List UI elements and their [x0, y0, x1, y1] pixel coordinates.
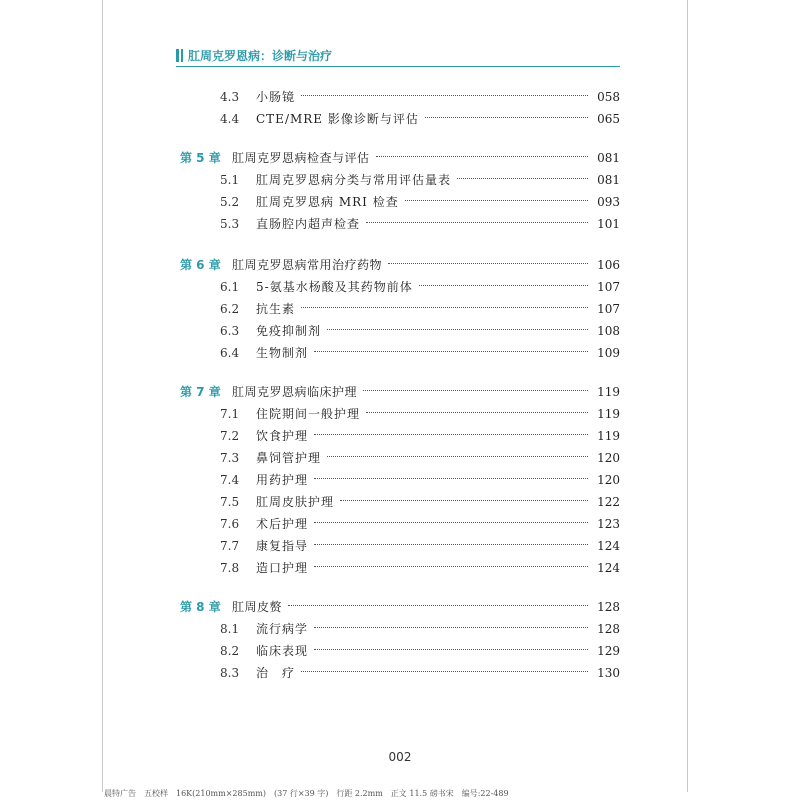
toc-section-entry[interactable]	[220, 559, 620, 577]
toc-entry-number: 第 5 章	[180, 151, 221, 165]
dot-leader	[327, 456, 588, 457]
header-accent-bar	[176, 49, 179, 62]
dot-leader	[366, 222, 588, 223]
toc-entry-title: 免疫抑制剂	[256, 324, 322, 338]
toc-entry-number: 第 6 章	[180, 258, 221, 272]
header-accent-bar-thin	[181, 49, 183, 62]
toc-entry-title: 肛周皮肤护理	[256, 495, 335, 509]
toc-entry-number: 7.1	[220, 407, 240, 421]
toc-section-entry[interactable]	[220, 664, 620, 682]
toc-entry-page: 130	[597, 666, 620, 680]
toc-entry-page: 120	[597, 451, 620, 465]
toc-entry-title: 治 疗	[256, 666, 296, 680]
toc-section-entry[interactable]	[220, 171, 620, 189]
toc-entry-number: 4.4	[220, 112, 240, 126]
toc-entry-number: 7.6	[220, 517, 240, 531]
toc-entry-title: 肛周克罗恩病分类与常用评估量表	[256, 173, 452, 187]
toc-entry-page: 106	[597, 258, 620, 272]
toc-entry-number: 6.1	[220, 280, 240, 294]
toc-entry-title: 肛周克罗恩病 MRI 检查	[256, 195, 399, 209]
toc-entry-number: 8.1	[220, 622, 240, 636]
toc-entry-page: 107	[597, 280, 620, 294]
toc-chapter-entry[interactable]	[180, 383, 620, 401]
toc-entry-number: 5.1	[220, 173, 240, 187]
toc-entry-number: 6.3	[220, 324, 240, 338]
toc-entry-page: 109	[597, 346, 620, 360]
toc-entry-page: 093	[597, 195, 620, 209]
dot-leader	[301, 307, 588, 308]
toc-entry-title: 康复指导	[256, 539, 309, 553]
dot-leader	[457, 178, 588, 179]
toc-entry-number: 6.2	[220, 302, 240, 316]
toc-section-entry[interactable]	[220, 88, 620, 106]
toc-entry-title: 肛周皮赘	[232, 600, 283, 614]
toc-entry-title: 抗生素	[256, 302, 296, 316]
toc-entry-number: 第 8 章	[180, 600, 221, 614]
toc-entry-title: 造口护理	[256, 561, 309, 575]
toc-entry-page: 058	[597, 90, 620, 104]
header-title: 肛周克罗恩病：诊断与治疗	[188, 49, 333, 63]
toc-entry-number: 6.4	[220, 346, 240, 360]
dot-leader	[388, 263, 588, 264]
toc-entry-number: 5.3	[220, 217, 240, 231]
toc-entry-number: 7.2	[220, 429, 240, 443]
toc-entry-page: 081	[597, 173, 620, 187]
toc-entry-title: 肛周克罗恩病常用治疗药物	[232, 258, 383, 272]
toc-entry-page: 107	[597, 302, 620, 316]
toc-chapter-entry[interactable]	[180, 149, 620, 167]
toc-entry-number: 7.5	[220, 495, 240, 509]
toc-section-entry[interactable]	[220, 620, 620, 638]
toc-section-entry[interactable]	[220, 110, 620, 128]
toc-section-entry[interactable]	[220, 278, 620, 296]
dot-leader	[366, 412, 588, 413]
toc-section-entry[interactable]	[220, 449, 620, 467]
toc-entry-number: 7.7	[220, 539, 240, 553]
dot-leader	[340, 500, 588, 501]
toc-entry-page: 120	[597, 473, 620, 487]
dot-leader	[314, 434, 588, 435]
toc-entry-number: 7.3	[220, 451, 240, 465]
toc-entry-title: 饮食护理	[256, 429, 309, 443]
dot-leader	[314, 544, 588, 545]
toc-entry-number: 7.4	[220, 473, 240, 487]
toc-section-entry[interactable]	[220, 493, 620, 511]
header-rule	[176, 66, 620, 67]
dot-leader	[314, 478, 588, 479]
toc-section-entry[interactable]	[220, 471, 620, 489]
toc-entry-title: 肛周克罗恩病检查与评估	[232, 151, 370, 165]
toc-entry-number: 5.2	[220, 195, 240, 209]
print-meta: 晨特广告 五校样 16K(210mm×285mm) (37 行×39 字) 行距 2.2mm 正文 11.5 磅书宋 编号:22-489	[104, 789, 509, 798]
dot-leader	[314, 627, 588, 628]
toc-entry-page: 128	[597, 622, 620, 636]
dot-leader	[419, 285, 588, 286]
toc-section-entry[interactable]	[220, 322, 620, 340]
toc-section-entry[interactable]	[220, 405, 620, 423]
toc-entry-title: 临床表现	[256, 644, 309, 658]
toc-entry-page: 129	[597, 644, 620, 658]
toc-entry-title: 住院期间一般护理	[256, 407, 361, 421]
dot-leader	[314, 649, 588, 650]
toc-entry-page: 101	[597, 217, 620, 231]
dot-leader	[314, 522, 588, 523]
dot-leader	[327, 329, 588, 330]
dot-leader	[425, 117, 588, 118]
toc-entry-title: 5-氨基水杨酸及其药物前体	[256, 280, 413, 294]
toc-entry-page: 108	[597, 324, 620, 338]
toc-entry-title: 术后护理	[256, 517, 309, 531]
toc-section-entry[interactable]	[220, 300, 620, 318]
dot-leader	[314, 566, 588, 567]
toc-entry-page: 119	[597, 429, 620, 443]
toc-entry-number: 8.2	[220, 644, 240, 658]
dot-leader	[314, 351, 588, 352]
toc-entry-page: 065	[597, 112, 620, 126]
toc-section-entry[interactable]	[220, 344, 620, 362]
toc-entry-title: 流行病学	[256, 622, 309, 636]
running-header	[176, 44, 620, 68]
toc-entry-page: 124	[597, 539, 620, 553]
toc-section-entry[interactable]	[220, 537, 620, 555]
dot-leader	[405, 200, 588, 201]
toc-entry-number: 第 7 章	[180, 385, 221, 399]
toc-chapter-entry[interactable]	[180, 598, 620, 616]
toc-entry-title: 直肠腔内超声检查	[256, 217, 361, 231]
toc-entry-title: 鼻饲管护理	[256, 451, 322, 465]
toc-entry-number: 8.3	[220, 666, 240, 680]
toc-entry-title: 用药护理	[256, 473, 309, 487]
toc-chapter-entry[interactable]	[180, 256, 620, 274]
toc-entry-page: 119	[597, 407, 620, 421]
toc-entry-title: 肛周克罗恩病临床护理	[232, 385, 358, 399]
toc-section-entry[interactable]	[220, 427, 620, 445]
toc-entry-title: 小肠镜	[256, 90, 296, 104]
toc-section-entry[interactable]	[220, 642, 620, 660]
toc-section-entry[interactable]	[220, 515, 620, 533]
dot-leader	[288, 605, 588, 606]
dot-leader	[376, 156, 588, 157]
dot-leader	[301, 671, 588, 672]
toc-entry-number: 7.8	[220, 561, 240, 575]
toc-entry-page: 124	[597, 561, 620, 575]
toc-entry-page: 123	[597, 517, 620, 531]
toc-entry-title: CTE/MRE 影像诊断与评估	[256, 112, 419, 126]
toc-entry-page: 119	[597, 385, 620, 399]
toc-entry-title: 生物制剂	[256, 346, 309, 360]
toc-entry-page: 081	[597, 151, 620, 165]
toc-entry-page: 122	[597, 495, 620, 509]
dot-leader	[363, 390, 588, 391]
page-number: 002	[388, 750, 412, 764]
dot-leader	[301, 95, 588, 96]
toc-entry-number: 4.3	[220, 90, 240, 104]
toc-entry-page: 128	[597, 600, 620, 614]
toc-section-entry[interactable]	[220, 215, 620, 233]
toc-section-entry[interactable]	[220, 193, 620, 211]
